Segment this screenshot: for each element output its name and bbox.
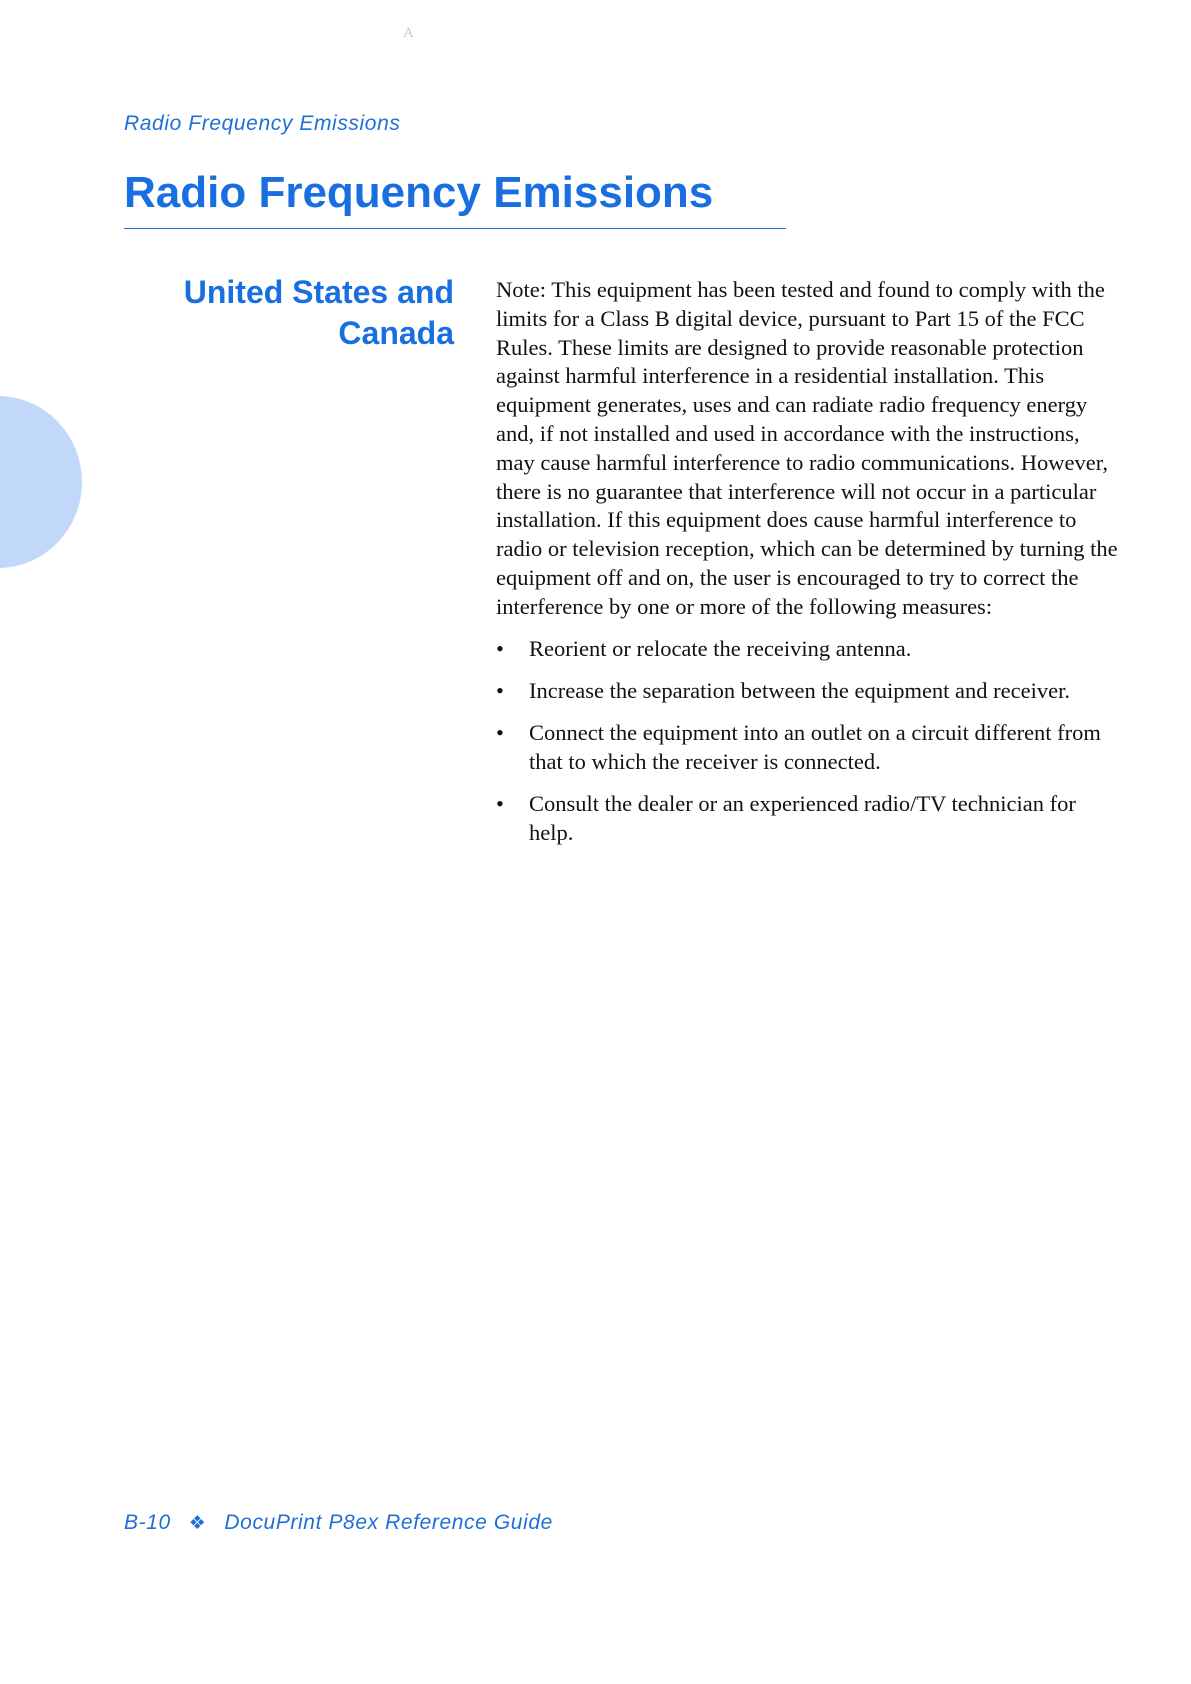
measures-list <box>496 635 1122 848</box>
page-number: B-10 <box>124 1511 171 1534</box>
section-heading-line-1: United States and <box>183 274 454 310</box>
guide-title: DocuPrint P8ex Reference Guide <box>224 1511 553 1534</box>
list-item-text: Connect the equipment into an outlet on a circuit different from that to which the receiver is connected. <box>529 720 1101 774</box>
side-tab-marker <box>0 396 82 568</box>
list-item-text: Consult the dealer or an experienced radio/TV technician for help. <box>529 791 1076 846</box>
bullet-icon: • <box>496 791 504 817</box>
list-item <box>496 677 1122 706</box>
list-item <box>496 719 1122 777</box>
list-item <box>496 635 1122 664</box>
page-title: Radio Frequency Emissions <box>124 168 714 217</box>
top-mark: A <box>403 25 414 41</box>
title-rule <box>124 228 786 229</box>
list-item <box>496 790 1122 848</box>
list-item-text: Reorient or relocate the receiving antenna. <box>529 635 912 661</box>
bullet-icon: • <box>496 720 504 746</box>
section-heading <box>124 272 454 354</box>
fcc-note-paragraph: Note: This equipment has been tested and found to comply with the limits for a Class B digital device, pursuant to Part 15 of the FCC Rules. These limits are designed to provide reasonable protection against harmful interference in a residential installation. This equipment generates, uses and can radiate radio frequency energy and, if not installed and used in accordance with the instructions, may cause harmful interference to radio communications. However, there is no guarantee that interference will not occur in a particular installation. If this equipment does cause harmful interference to radio or television reception, which can be determined by turning the equipment off and on, the user is encouraged to try to correct the interference by one or more of the following measures: <box>496 277 1118 619</box>
diamond-separator-icon: ❖ <box>188 1512 207 1534</box>
section-heading-line-2: Canada <box>338 315 454 351</box>
section-body <box>496 276 1122 861</box>
list-item-text: Increase the separation between the equipment and receiver. <box>529 677 1070 703</box>
bullet-icon: • <box>496 677 504 703</box>
bullet-icon: • <box>496 635 504 661</box>
page-footer <box>124 1510 553 1535</box>
running-header: Radio Frequency Emissions <box>124 112 401 135</box>
